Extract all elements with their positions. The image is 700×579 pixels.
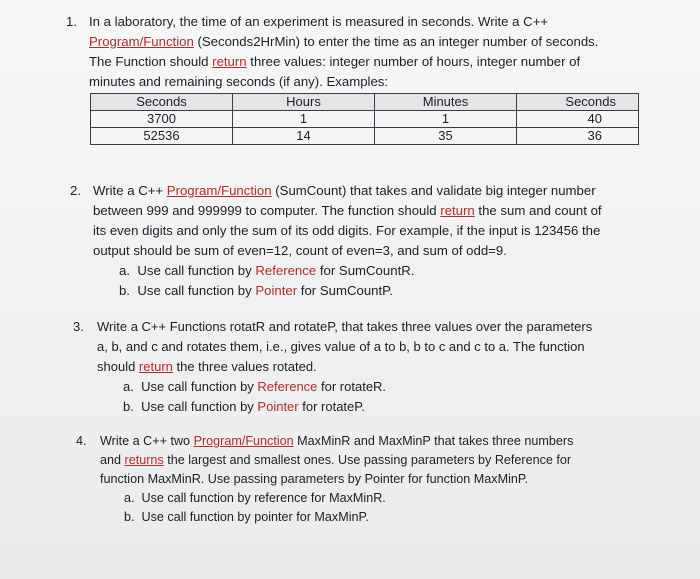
sub-text: Use call function by pointer for MaxMinP. bbox=[141, 510, 369, 524]
table-row bbox=[91, 128, 639, 145]
sub-text: for rotateP. bbox=[298, 399, 365, 414]
reference-keyword: Reference bbox=[257, 379, 318, 394]
question-1-line-2-text: (Seconds2HrMin) to enter the time as an integer number of seconds. bbox=[193, 34, 599, 49]
question-4-number: 4. bbox=[76, 434, 87, 448]
question-1-line-3 bbox=[89, 52, 669, 72]
sub-text: Use call function by bbox=[141, 379, 258, 394]
sub-label: a. bbox=[123, 379, 134, 394]
sub-text: for SumCountP. bbox=[297, 283, 393, 298]
question-4-line-1 bbox=[100, 432, 670, 451]
returns-keyword: returns bbox=[124, 453, 164, 467]
sub-text: Use call function by bbox=[137, 283, 256, 298]
program-function-link: Program/Function bbox=[89, 34, 194, 49]
table-header: Seconds bbox=[517, 94, 639, 111]
sub-label: b. bbox=[123, 399, 134, 414]
pointer-keyword: Pointer bbox=[257, 399, 299, 414]
table-header-row bbox=[91, 94, 639, 111]
table-cell: 1 bbox=[233, 111, 375, 128]
table-cell: 1 bbox=[375, 111, 517, 128]
question-2-line-3: its even digits and only the sum of its odd digits. For example, if the input is 123456 the bbox=[93, 223, 601, 238]
question-2-sub-b bbox=[93, 281, 673, 301]
question-2-line-1-post: (SumCount) that takes and validate big integer number bbox=[271, 183, 596, 198]
question-1-line-4: minutes and remaining seconds (if any). Examples: bbox=[89, 74, 389, 89]
question-4-sub-b bbox=[100, 508, 670, 527]
table-cell: 52536 bbox=[91, 128, 233, 145]
question-2-line-1-pre: Write a C++ bbox=[93, 183, 167, 198]
question-1-line-3-pre: The Function should bbox=[89, 54, 213, 69]
table-header: Hours bbox=[233, 94, 375, 111]
return-keyword: return bbox=[138, 359, 173, 374]
table-cell: 14 bbox=[233, 128, 375, 145]
question-2-line-1 bbox=[93, 181, 673, 201]
question-4-line-3: function MaxMinR. Use passing parameters by Pointer for function MaxMinP. bbox=[100, 472, 529, 486]
question-4-line-2 bbox=[100, 451, 670, 470]
question-1-line-2 bbox=[89, 32, 669, 52]
table-cell: 3700 bbox=[91, 111, 233, 128]
question-2-line-2-post: the sum and count of bbox=[474, 203, 602, 218]
question-4-line-1-post: MaxMinR and MaxMinP that takes three numbers bbox=[293, 434, 574, 448]
table-header: Minutes bbox=[375, 94, 517, 111]
question-4-line-2-post: the largest and smallest ones. Use passing parameters by Reference for bbox=[163, 453, 572, 467]
question-3-line-3 bbox=[97, 357, 677, 377]
sub-text: for rotateR. bbox=[317, 379, 387, 394]
return-keyword: return bbox=[440, 203, 475, 218]
question-3-line-3-pre: should bbox=[97, 359, 139, 374]
question-2-number: 2. bbox=[70, 183, 81, 198]
question-1-number: 1. bbox=[66, 14, 77, 29]
question-3-number: 3. bbox=[73, 319, 84, 334]
return-keyword: return bbox=[212, 54, 247, 69]
table-cell: 36 bbox=[517, 128, 639, 145]
question-4-line-2-pre: and bbox=[100, 453, 125, 467]
sub-text: Use call function by bbox=[137, 263, 256, 278]
question-4-line-1-pre: Write a C++ two bbox=[100, 434, 194, 448]
table-header: Seconds bbox=[91, 94, 233, 111]
examples-table bbox=[90, 93, 639, 145]
question-2-sub-a bbox=[93, 261, 673, 281]
sub-label: a. bbox=[119, 263, 130, 278]
question-2-line-2-pre: between 999 and 999999 to computer. The function should bbox=[93, 203, 441, 218]
question-3-line-2: a, b, and c and rotates them, i.e., gives value of a to b, b to c and c to a. The function bbox=[97, 339, 585, 354]
question-3-line-1: Write a C++ Functions rotatR and rotateP, that takes three values over the parameters bbox=[97, 319, 593, 334]
question-1-line-1: In a laboratory, the time of an experiment is measured in seconds. Write a C++ bbox=[89, 14, 549, 29]
pointer-keyword: Pointer bbox=[255, 283, 298, 298]
table-row bbox=[91, 111, 639, 128]
question-2-line-2 bbox=[93, 201, 673, 221]
table-cell: 35 bbox=[375, 128, 517, 145]
program-function-link: Program/Function bbox=[166, 183, 272, 198]
sub-label: b. bbox=[119, 283, 130, 298]
question-3-line-3-post: the three values rotated. bbox=[172, 359, 317, 374]
sub-text: for SumCountR. bbox=[316, 263, 415, 278]
question-3-sub-b bbox=[97, 397, 677, 417]
question-2-line-4: output should be sum of even=12, count of even=3, and sum of odd=9. bbox=[93, 243, 507, 258]
table-cell: 40 bbox=[517, 111, 639, 128]
reference-keyword: Reference bbox=[255, 263, 317, 278]
question-4-sub-a bbox=[100, 489, 670, 508]
sub-text: Use call function by reference for MaxMinR. bbox=[141, 491, 386, 505]
sub-label: a. bbox=[124, 491, 135, 505]
sub-text: Use call function by bbox=[141, 399, 258, 414]
question-3-sub-a bbox=[97, 377, 677, 397]
sub-label: b. bbox=[124, 510, 135, 524]
program-function-link: Program/Function bbox=[193, 434, 294, 448]
question-1-line-3-post: three values: integer number of hours, integer number of bbox=[246, 54, 581, 69]
